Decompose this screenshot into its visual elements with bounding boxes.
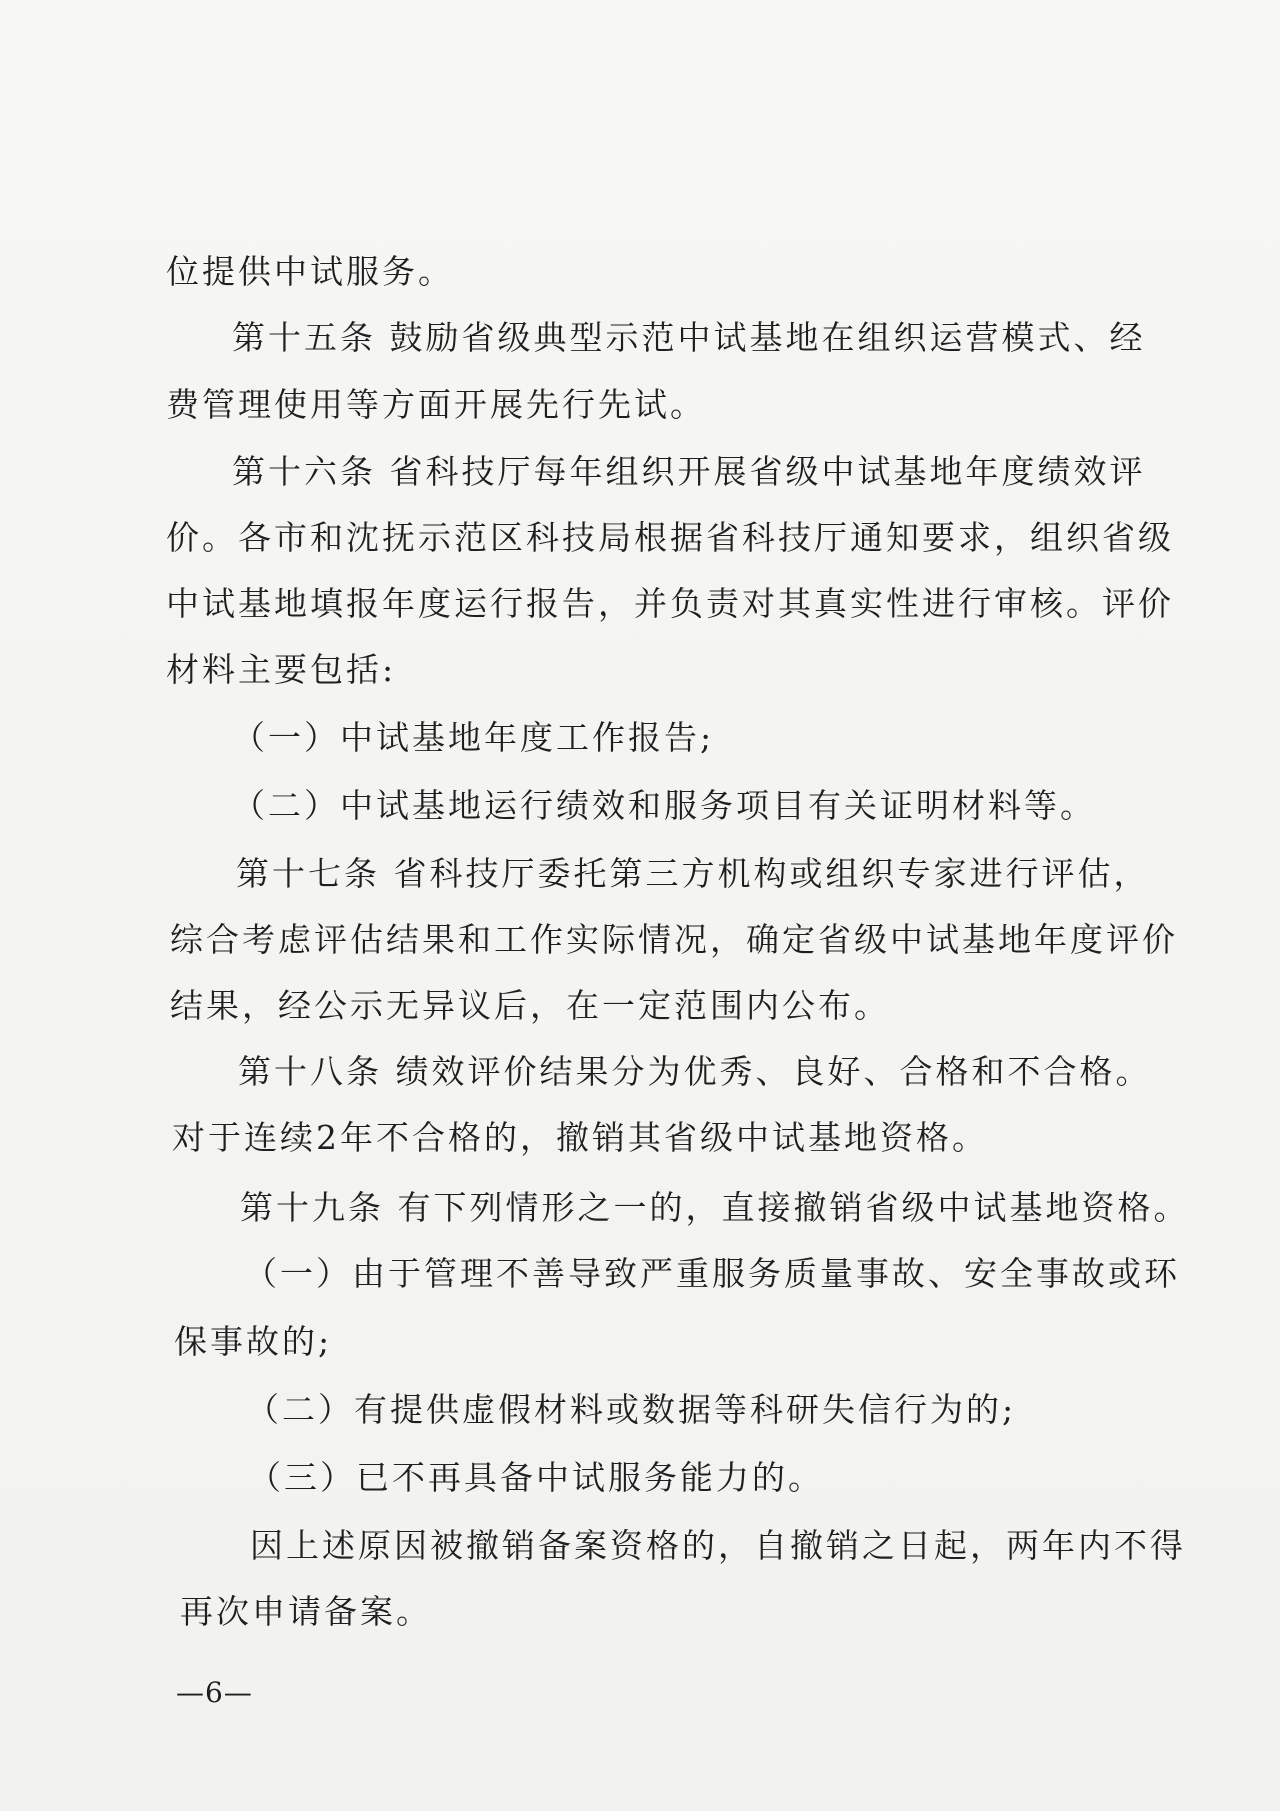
article-16-line-1: 第十六条 省科技厅每年组织开展省级中试基地年度绩效评 bbox=[232, 452, 1146, 491]
article-16-item-1: （一）中试基地年度工作报告; bbox=[232, 718, 715, 757]
article-17-line-3: 结果，经公示无异议后，在一定范围内公布。 bbox=[170, 986, 890, 1025]
article-16-line-2: 价。各市和沈抚示范区科技局根据省科技厅通知要求，组织省级 bbox=[166, 518, 1174, 557]
article-19-item-2: （二）有提供虚假材料或数据等科研失信行为的; bbox=[246, 1390, 1017, 1429]
article-18-line-1: 第十八条 绩效评价结果分为优秀、良好、合格和不合格。 bbox=[238, 1052, 1152, 1091]
article-17-line-1: 第十七条 省科技厅委托第三方机构或组织专家进行评估， bbox=[236, 854, 1150, 893]
article-15-line-2: 费管理使用等方面开展先行先试。 bbox=[166, 385, 706, 424]
closing-line-2: 再次申请备案。 bbox=[180, 1592, 432, 1631]
article-16-item-2: （二）中试基地运行绩效和服务项目有关证明材料等。 bbox=[232, 786, 1096, 825]
article-17-line-2: 综合考虑评估结果和工作实际情况，确定省级中试基地年度评价 bbox=[170, 920, 1178, 959]
text-line-1: 位提供中试服务。 bbox=[166, 252, 454, 291]
closing-line-1: 因上述原因被撤销备案资格的，自撤销之日起，两年内不得 bbox=[250, 1526, 1186, 1565]
article-15-line-1: 第十五条 鼓励省级典型示范中试基地在组织运营模式、经 bbox=[232, 318, 1146, 357]
page-number: —6— bbox=[176, 1676, 253, 1709]
article-18-line-2: 对于连续2年不合格的，撤销其省级中试基地资格。 bbox=[172, 1118, 988, 1157]
article-19-line-1: 第十九条 有下列情形之一的，直接撤销省级中试基地资格。 bbox=[240, 1188, 1190, 1227]
article-16-line-3: 中试基地填报年度运行报告，并负责对其真实性进行审核。评价 bbox=[166, 584, 1174, 623]
article-19-item-1-line-2: 保事故的; bbox=[174, 1322, 333, 1361]
article-16-line-4: 材料主要包括: bbox=[166, 650, 397, 689]
article-19-item-3: （三）已不再具备中试服务能力的。 bbox=[248, 1458, 824, 1497]
article-19-item-1-line-1: （一）由于管理不善导致严重服务质量事故、安全事故或环 bbox=[244, 1254, 1180, 1293]
